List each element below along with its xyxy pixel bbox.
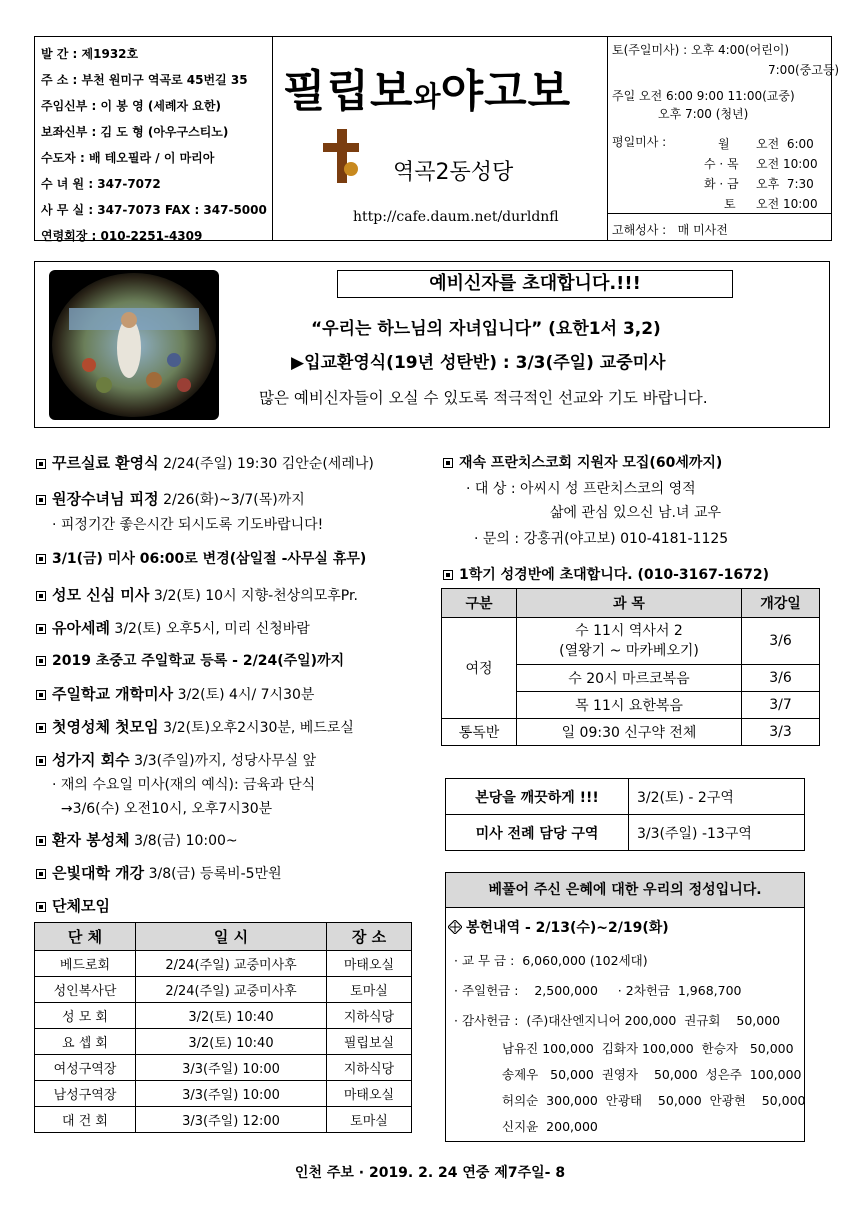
table-row: [35, 1003, 412, 1029]
cell: 3/3: [742, 719, 820, 746]
offering-box: [445, 872, 805, 1142]
sun-mass-2: 오후 7:00 (청년): [658, 107, 749, 121]
sun-mass: 주일 오전 6:00 9:00 11:00(교중): [612, 89, 795, 103]
cell: 3/3(주일) 10:00: [136, 1081, 327, 1107]
news-item: 환자 봉성체 3/8(금) 10:00~: [36, 829, 238, 850]
bullet-icon: [36, 723, 46, 733]
cell: 토마실: [327, 1107, 412, 1133]
table-header: [35, 923, 412, 951]
news-item: 첫영성체 첫모임 3/2(토)오후2시30분, 베드로실: [36, 716, 354, 737]
news-subitem: 삶에 관심 있으신 남.녀 교우: [550, 505, 722, 521]
weekday-time: 오전 6:00: [756, 137, 814, 151]
column-header: 일 시: [136, 923, 327, 951]
bullet-icon: [36, 690, 46, 700]
cell: 베드로회: [35, 951, 136, 977]
news-subitem: · 대 상 : 아씨시 성 프란치스코의 영적: [466, 481, 696, 497]
duty-table: [445, 778, 805, 851]
info-row: 주임신부 : 이 봉 영 (세례자 요한): [41, 99, 221, 113]
cell: 성 모 회: [35, 1003, 136, 1029]
confession: 고해성사 : 매 미사전: [612, 223, 728, 237]
info-row: 보좌신부 : 김 도 형 (아우구스티노): [41, 125, 229, 139]
bullet-icon: [36, 836, 46, 846]
cell: 3/3(주일) 12:00: [136, 1107, 327, 1133]
news-item: 성모 신심 미사 3/2(토) 10시 지향-천상의모후Pr.: [36, 584, 358, 605]
column-header: 구분: [442, 589, 517, 618]
bullet-icon: [36, 591, 46, 601]
table-row: [446, 779, 805, 815]
bullet-icon: [443, 570, 453, 580]
donor-line: 남유진 100,000 김화자 100,000 한승자 50,000: [502, 1041, 794, 1056]
cell: 마태오실: [327, 951, 412, 977]
table-row: [446, 815, 805, 851]
cell: 수 20시 마르코복음: [517, 665, 742, 692]
news-subitem: · 재의 수요일 미사(재의 예식): 금육과 단식: [52, 777, 316, 793]
bullet-icon: [36, 459, 46, 469]
cell: 요 셉 회: [35, 1029, 136, 1055]
offering-line: · 감사헌금 : (주)대산엔지니어 200,000 권규회 50,000: [454, 1013, 781, 1028]
weekday-day: 토: [724, 197, 736, 211]
column-header: 과 목: [517, 589, 742, 618]
banner-title: 예비신자를 초대합니다.!!!: [337, 270, 733, 298]
cell: 수 11시 역사서 2 (열왕기 ~ 마카베오기): [517, 618, 742, 665]
parish-info: [35, 37, 273, 243]
catechumen-banner: [34, 261, 830, 428]
newsletter-title: 필립보와야고보: [283, 66, 572, 117]
cell: 여정: [442, 618, 517, 719]
table-row: [442, 719, 820, 746]
cell: 성인복사단: [35, 977, 136, 1003]
table-row: [442, 618, 820, 665]
sat-mass: 토(주일미사) : 오후 4:00(어린이): [612, 43, 790, 57]
news-item: 은빛대학 개강 3/8(금) 등록비-5만원: [36, 862, 282, 883]
column-header: 개강일: [742, 589, 820, 618]
divider: [608, 213, 831, 214]
cell: 2/24(주일) 교중미사후: [136, 977, 327, 1003]
weekday-time: 오후 7:30: [756, 177, 814, 191]
offering-line: · 주일헌금 : 2,500,000 · 2차헌금 1,968,700: [454, 983, 742, 998]
cell: 본당을 깨끗하게 !!!: [446, 779, 629, 815]
diamond-cross-icon: [448, 920, 462, 934]
bullet-icon: [36, 495, 46, 505]
info-row: 수도자 : 배 테오필라 / 이 마리아: [41, 151, 215, 165]
news-subitem: · 피정기간 좋은시간 되시도록 기도바랍니다!: [52, 517, 324, 533]
column-header: 단 체: [35, 923, 136, 951]
cell: 지하식당: [327, 1003, 412, 1029]
news-item: 1학기 성경반에 초대합니다. (010-3167-1672): [443, 564, 769, 584]
news-item: 성가지 회수 3/3(주일)까지, 성당사무실 앞: [36, 749, 316, 770]
cell: 남성구역장: [35, 1081, 136, 1107]
cell: 3/2(토) 10:40: [136, 1029, 327, 1055]
cell: 일 09:30 신구약 전체: [517, 719, 742, 746]
banner-ceremony: ▶입교환영식(19년 성탄반) : 3/3(주일) 교중미사: [291, 353, 666, 373]
weekday-time: 오전 10:00: [756, 197, 818, 211]
cell: 3/6: [742, 618, 820, 665]
weekday-day: 월: [718, 137, 730, 151]
news-item: 2019 초중고 주일학교 등록 - 2/24(주일)까지: [36, 650, 344, 670]
banner-verse: “우리는 하느님의 자녀입니다” (요한1서 3,2): [311, 319, 661, 339]
cell: 3/3(주일) 10:00: [136, 1055, 327, 1081]
cell: 토마실: [327, 977, 412, 1003]
news-item: 3/1(금) 미사 06:00로 변경(삼일절 -사무실 휴무): [36, 548, 366, 568]
cell: 2/24(주일) 교중미사후: [136, 951, 327, 977]
donor-line: 신지윤 200,000: [502, 1119, 598, 1134]
page-footer: 인천 주보 · 2019. 2. 24 연중 제7주일- 8: [294, 1165, 566, 1181]
sat-mass-2: 7:00(중고등): [768, 63, 840, 77]
news-subitem: · 문의 : 강홍귀(야고보) 010-4181-1125: [474, 531, 729, 547]
news-item: 유아세례 3/2(토) 오후5시, 미리 신청바람: [36, 617, 310, 638]
bullet-icon: [36, 624, 46, 634]
cell: 통독반: [442, 719, 517, 746]
table-row: [35, 1029, 412, 1055]
info-row: 사 무 실 : 347-7073 FAX : 347-5000: [41, 203, 267, 217]
bullet-icon: [443, 458, 453, 468]
info-row: 주 소 : 부천 원미구 역곡로 45번길 35: [41, 73, 248, 87]
news-item: 재속 프란치스코회 지원자 모집(60세까지): [443, 452, 722, 472]
news-subitem: →3/6(수) 오전10시, 오후7시30분: [52, 801, 273, 817]
info-row: 연령회장 : 010-2251-4309: [41, 229, 203, 243]
bullet-icon: [36, 656, 46, 666]
bullet-icon: [36, 756, 46, 766]
masthead: [34, 36, 840, 243]
cell: 목 11시 요한복음: [517, 692, 742, 719]
group-meeting-table: [34, 922, 412, 1133]
newsletter-title-area: [273, 37, 607, 240]
offering-line: · 교 무 금 : 6,060,000 (102세대): [454, 953, 648, 968]
table-header: [442, 589, 820, 618]
cell: 대 건 회: [35, 1107, 136, 1133]
cross-icon: [323, 129, 363, 185]
cell: 3/7: [742, 692, 820, 719]
weekday-day: 화 · 금: [704, 177, 739, 191]
cafe-url[interactable]: http://cafe.daum.net/durldnfl: [353, 209, 559, 225]
bullet-icon: [36, 869, 46, 879]
news-item: 주일학교 개학미사 3/2(토) 4시/ 7시30분: [36, 683, 314, 704]
offering-title: 봉헌내역 - 2/13(수)~2/19(화): [448, 917, 669, 937]
column-header: 장 소: [327, 923, 412, 951]
table-row: [35, 1081, 412, 1107]
cell: 지하식당: [327, 1055, 412, 1081]
cell: 필립보실: [327, 1029, 412, 1055]
donor-line: 송제우 50,000 권영자 50,000 성은주 100,000: [502, 1067, 802, 1082]
table-row: [35, 951, 412, 977]
cell: 여성구역장: [35, 1055, 136, 1081]
mass-schedule: [607, 37, 840, 240]
cell: 3/6: [742, 665, 820, 692]
info-row: 수 녀 원 : 347-7072: [41, 177, 161, 191]
news-item: 원장수녀님 피정 2/26(화)~3/7(목)까지: [36, 488, 305, 509]
bible-class-table: [441, 588, 820, 746]
parish-name: 역곡2동성당: [393, 160, 514, 185]
weekday-time: 오전 10:00: [756, 157, 818, 171]
news-item: 단체모임: [36, 895, 110, 916]
bullet-icon: [36, 902, 46, 912]
table-row: [35, 977, 412, 1003]
weekday-day: 수 · 목: [704, 157, 739, 171]
cell: 미사 전례 담당 구역: [446, 815, 629, 851]
news-item: 꾸르실료 환영식 2/24(주일) 19:30 김안순(세레나): [36, 452, 374, 473]
info-row: 발 간 : 제1932호: [41, 47, 139, 61]
bullet-icon: [36, 554, 46, 564]
cell: 3/2(토) - 2구역: [629, 779, 805, 815]
banner-request: 많은 예비신자들이 오실 수 있도록 적극적인 선교와 기도 바랍니다.: [259, 389, 708, 407]
weekday-label: 평일미사 :: [612, 135, 667, 149]
offering-header: 베풀어 주신 은혜에 대한 우리의 정성입니다.: [446, 873, 804, 908]
table-row: [35, 1107, 412, 1133]
jesus-preaching-image: [49, 270, 219, 420]
cell: 3/3(주일) -13구역: [629, 815, 805, 851]
cell: 3/2(토) 10:40: [136, 1003, 327, 1029]
table-row: [35, 1055, 412, 1081]
donor-line: 허의순 300,000 안광태 50,000 안광현 50,000: [502, 1093, 806, 1108]
cell: 마태오실: [327, 1081, 412, 1107]
